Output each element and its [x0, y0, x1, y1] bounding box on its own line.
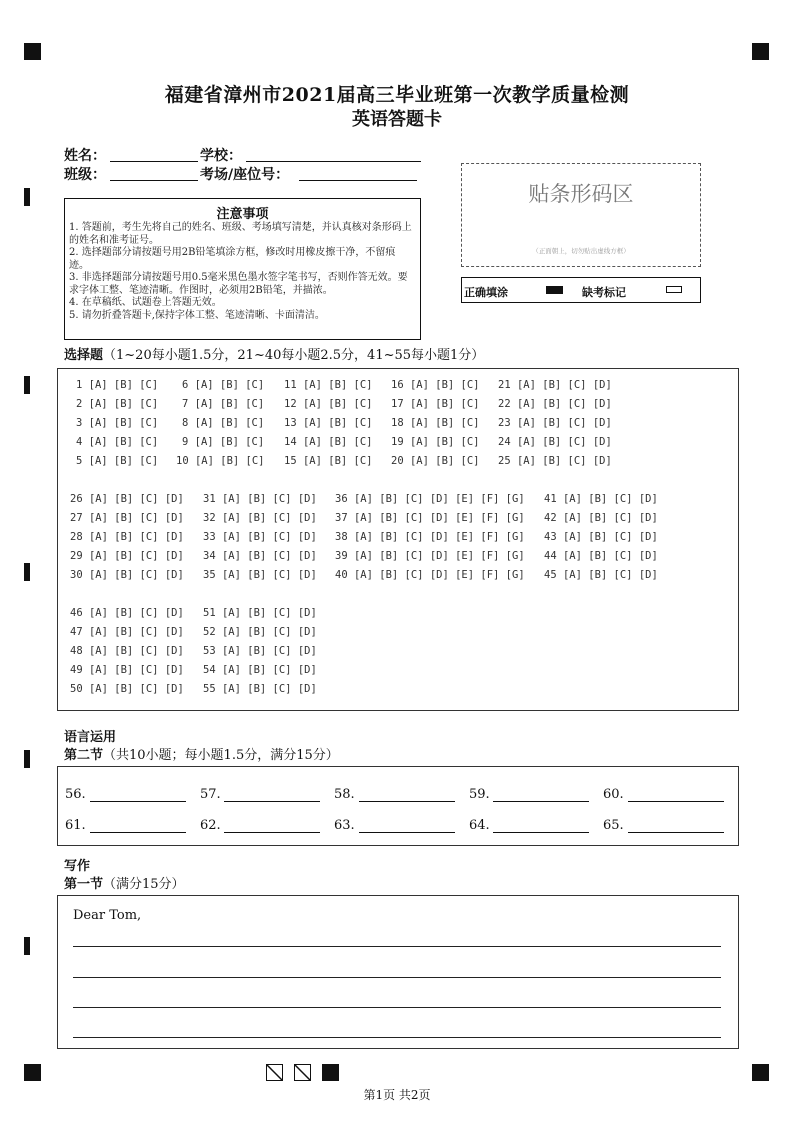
choice-item[interactable]: 40 [A] [B] [C] [D] [E] [F] [G]	[335, 569, 525, 581]
choice-item[interactable]: 45 [A] [B] [C] [D]	[544, 569, 658, 581]
choice-item[interactable]: 36 [A] [B] [C] [D] [E] [F] [G]	[335, 493, 525, 505]
diagonal-slash-icon	[267, 1065, 283, 1081]
choice-item[interactable]: 10 [A] [B] [C]	[176, 455, 265, 467]
absent-mark-checkbox[interactable]	[666, 286, 682, 293]
page-mark-filled	[322, 1064, 339, 1081]
choice-note: （1~20每小题1.5分，21~40每小题2.5分，41~55每小题1分）	[103, 348, 485, 363]
writing-line[interactable]	[73, 1007, 721, 1008]
writing-panel	[57, 895, 739, 1049]
choice-item[interactable]: 41 [A] [B] [C] [D]	[544, 493, 658, 505]
choice-item[interactable]: 35 [A] [B] [C] [D]	[203, 569, 317, 581]
choice-item[interactable]: 5 [A] [B] [C]	[76, 455, 159, 467]
seat-field[interactable]	[299, 180, 417, 181]
choice-item[interactable]: 1 [A] [B] [C]	[76, 379, 159, 391]
choice-item[interactable]: 50 [A] [B] [C] [D]	[70, 683, 184, 695]
choice-item[interactable]: 12 [A] [B] [C]	[284, 398, 373, 410]
choice-item[interactable]: 48 [A] [B] [C] [D]	[70, 645, 184, 657]
blank-line[interactable]	[90, 801, 186, 802]
absent-mark-label: 缺考标记	[582, 286, 626, 299]
blank-line[interactable]	[359, 801, 455, 802]
writing-section	[64, 873, 185, 892]
choice-item[interactable]: 24 [A] [B] [C] [D]	[498, 436, 612, 448]
writing-note: （满分15分）	[103, 877, 185, 892]
choice-item[interactable]: 37 [A] [B] [C] [D] [E] [F] [G]	[335, 512, 525, 524]
letter-greeting: Dear Tom,	[73, 908, 142, 923]
choice-item[interactable]: 32 [A] [B] [C] [D]	[203, 512, 317, 524]
choice-item[interactable]: 43 [A] [B] [C] [D]	[544, 531, 658, 543]
barcode-title: 贴条形码区	[528, 182, 634, 206]
registration-mark-top-left	[24, 43, 41, 60]
blank-number: 62.	[200, 818, 221, 833]
timing-mark	[24, 750, 30, 768]
writing-heading: 写作	[64, 859, 91, 874]
blank-line[interactable]	[628, 801, 724, 802]
choice-item[interactable]: 14 [A] [B] [C]	[284, 436, 373, 448]
blank-number: 56.	[65, 787, 86, 802]
notice-title: 注意事项	[216, 207, 269, 222]
choice-item[interactable]: 15 [A] [B] [C]	[284, 455, 373, 467]
fill-legend	[461, 277, 701, 303]
blank-number: 60.	[603, 787, 624, 802]
name-field[interactable]	[110, 161, 198, 162]
page-title: 福建省漳州市2021届高三毕业班第一次教学质量检测	[164, 84, 630, 106]
correct-fill-swatch	[546, 286, 563, 294]
school-label: 学校：	[200, 148, 242, 164]
school-field[interactable]	[246, 161, 421, 162]
choice-item[interactable]: 38 [A] [B] [C] [D] [E] [F] [G]	[335, 531, 525, 543]
choice-section-heading	[64, 344, 484, 363]
choice-item[interactable]: 49 [A] [B] [C] [D]	[70, 664, 184, 676]
blank-number: 59.	[469, 787, 490, 802]
timing-mark	[24, 188, 30, 206]
choice-item[interactable]: 25 [A] [B] [C] [D]	[498, 455, 612, 467]
class-label: 班级：	[64, 167, 106, 183]
blank-number: 61.	[65, 818, 86, 833]
timing-mark	[24, 376, 30, 394]
class-field[interactable]	[110, 180, 198, 181]
notice-item: 2. 选择题部分请按题号用2B铅笔填涂方框，修改时用橡皮擦干净，不留痕迹。	[69, 247, 396, 271]
writing-line[interactable]	[73, 946, 721, 947]
choice-item[interactable]: 21 [A] [B] [C] [D]	[498, 379, 612, 391]
choice-item[interactable]: 11 [A] [B] [C]	[284, 379, 373, 391]
choice-item[interactable]: 55 [A] [B] [C] [D]	[203, 683, 317, 695]
page-mark-crossed	[266, 1064, 283, 1081]
choice-item[interactable]: 19 [A] [B] [C]	[391, 436, 480, 448]
language-use-heading: 语言运用	[64, 730, 117, 745]
choice-item[interactable]: 42 [A] [B] [C] [D]	[544, 512, 658, 524]
choice-item[interactable]: 51 [A] [B] [C] [D]	[203, 607, 317, 619]
choice-item[interactable]: 47 [A] [B] [C] [D]	[70, 626, 184, 638]
timing-mark	[24, 563, 30, 581]
blank-number: 58.	[334, 787, 355, 802]
choice-item[interactable]: 18 [A] [B] [C]	[391, 417, 480, 429]
choice-item[interactable]: 33 [A] [B] [C] [D]	[203, 531, 317, 543]
blank-line[interactable]	[493, 801, 589, 802]
barcode-area	[461, 163, 701, 267]
blank-line[interactable]	[90, 832, 186, 833]
blank-fill-panel	[57, 766, 739, 846]
blank-number: 64.	[469, 818, 490, 833]
name-label: 姓名：	[64, 148, 106, 164]
blank-line[interactable]	[224, 832, 320, 833]
choice-answer-panel	[57, 368, 739, 711]
blank-line[interactable]	[224, 801, 320, 802]
choice-item[interactable]: 29 [A] [B] [C] [D]	[70, 550, 184, 562]
registration-mark-top-right	[752, 43, 769, 60]
notice-item: 3. 非选择题部分请按题号用0.5毫米黑色墨水签字笔书写，否则作答无效。要求字体工整、笔迹清晰。作图时，必须用2B铅笔，并描浓。	[69, 272, 408, 296]
choice-item[interactable]: 22 [A] [B] [C] [D]	[498, 398, 612, 410]
choice-label: 选择题	[64, 348, 104, 363]
page-subtitle: 英语答题卡	[352, 109, 442, 130]
notice-item: 1. 答题前，考生先将自己的姓名、班级、考场填写清楚，并认真核对条形码上的姓名和准考证号。	[69, 222, 412, 246]
choice-item[interactable]: 6 [A] [B] [C]	[182, 379, 265, 391]
choice-item[interactable]: 28 [A] [B] [C] [D]	[70, 531, 184, 543]
diagonal-slash-icon	[295, 1065, 311, 1081]
blank-line[interactable]	[359, 832, 455, 833]
choice-item[interactable]: 4 [A] [B] [C]	[76, 436, 159, 448]
choice-item[interactable]: 13 [A] [B] [C]	[284, 417, 373, 429]
blank-line[interactable]	[493, 832, 589, 833]
choice-item[interactable]: 52 [A] [B] [C] [D]	[203, 626, 317, 638]
choice-item[interactable]: 23 [A] [B] [C] [D]	[498, 417, 612, 429]
blank-number: 65.	[603, 818, 624, 833]
choice-item[interactable]: 27 [A] [B] [C] [D]	[70, 512, 184, 524]
notice-item: 4. 在草稿纸、试题卷上答题无效。	[69, 297, 222, 308]
writing-line[interactable]	[73, 977, 721, 978]
choice-item[interactable]: 54 [A] [B] [C] [D]	[203, 664, 317, 676]
writing-section-label: 第一节	[64, 877, 104, 892]
registration-mark-bottom-left	[24, 1064, 41, 1081]
blank-number: 57.	[200, 787, 221, 802]
choice-item[interactable]: 53 [A] [B] [C] [D]	[203, 645, 317, 657]
registration-mark-bottom-right	[752, 1064, 769, 1081]
language-use-section	[64, 744, 339, 763]
notice-item: 5. 请勿折叠答题卡,保持字体工整、笔迹清晰、卡面清洁。	[69, 309, 325, 321]
choice-item[interactable]: 2 [A] [B] [C]	[76, 398, 159, 410]
writing-line[interactable]	[73, 1037, 721, 1038]
choice-item[interactable]: 9 [A] [B] [C]	[182, 436, 265, 448]
correct-fill-label: 正确填涂	[464, 286, 508, 299]
timing-mark	[24, 937, 30, 955]
blank-line[interactable]	[628, 832, 724, 833]
choice-item[interactable]: 44 [A] [B] [C] [D]	[544, 550, 658, 562]
seat-label: 考场/座位号：	[200, 167, 290, 183]
choice-item[interactable]: 17 [A] [B] [C]	[391, 398, 480, 410]
choice-item[interactable]: 7 [A] [B] [C]	[182, 398, 265, 410]
choice-item[interactable]: 39 [A] [B] [C] [D] [E] [F] [G]	[335, 550, 525, 562]
choice-item[interactable]: 20 [A] [B] [C]	[391, 455, 480, 467]
choice-item[interactable]: 16 [A] [B] [C]	[391, 379, 480, 391]
page-number: 第1页 共2页	[363, 1088, 431, 1102]
language-use-note: （共10小题；每小题1.5分，满分15分）	[103, 748, 339, 763]
page-mark-crossed	[294, 1064, 311, 1081]
language-use-section-label: 第二节	[64, 748, 104, 763]
choice-item[interactable]: 34 [A] [B] [C] [D]	[203, 550, 317, 562]
blank-number: 63.	[334, 818, 355, 833]
choice-item[interactable]: 26 [A] [B] [C] [D]	[70, 493, 184, 505]
barcode-hint: （正面朝上，切勿贴出虚线方框）	[532, 247, 630, 255]
choice-item[interactable]: 30 [A] [B] [C] [D]	[70, 569, 184, 581]
notice-box	[64, 198, 421, 340]
choice-item[interactable]: 31 [A] [B] [C] [D]	[203, 493, 317, 505]
choice-item[interactable]: 8 [A] [B] [C]	[182, 417, 265, 429]
choice-item[interactable]: 46 [A] [B] [C] [D]	[70, 607, 184, 619]
choice-item[interactable]: 3 [A] [B] [C]	[76, 417, 159, 429]
